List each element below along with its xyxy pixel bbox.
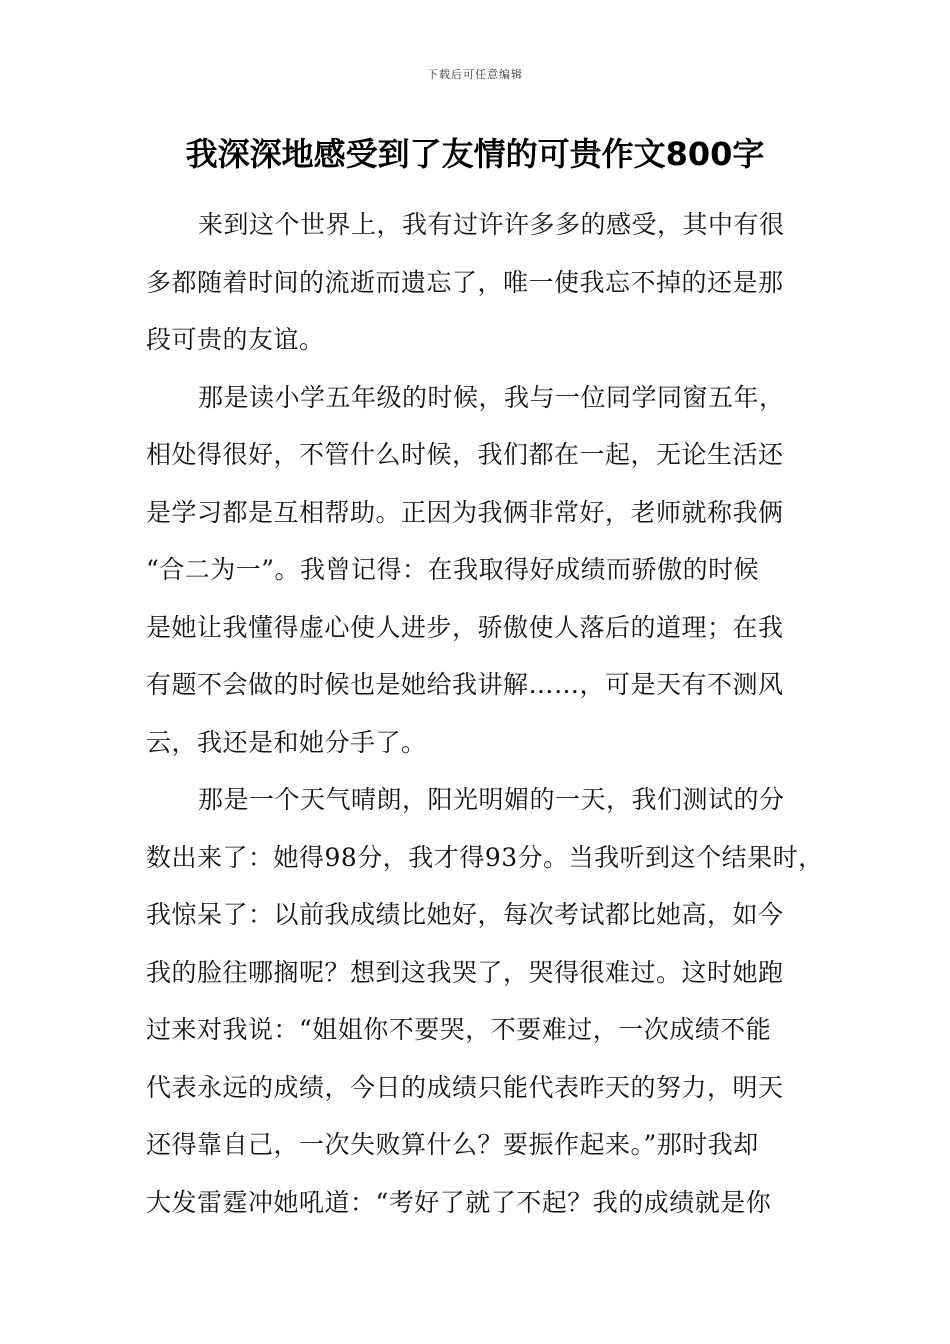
text-line: 云，我还是和她分手了。 — [146, 727, 427, 757]
text-line: 是学习都是互相帮助。正因为我俩非常好，老师就称我俩 — [146, 497, 784, 527]
text-line: 我的脸往哪搁呢？想到这我哭了，哭得很难过。这时她跑 — [146, 957, 784, 987]
text-line: 那是读小学五年级的时候，我与一位同学同窗五年， — [198, 382, 785, 412]
paragraph-2 — [146, 369, 810, 772]
header-note: 下载后可任意编辑 — [427, 68, 523, 81]
text-line: 那是一个天气晴朗，阳光明媚的一天，我们测试的分 — [198, 785, 785, 814]
text-line: 过来对我说：“姐姐你不要哭，不要难过，一次成绩不能 — [146, 1015, 772, 1044]
paragraph-1 — [146, 196, 810, 369]
text-line: “合二为一”。我曾记得：在我取得好成绩而骄傲的时候 — [146, 555, 760, 584]
text-line: 代表永远的成绩，今日的成绩只能代表昨天的努力，明天 — [146, 1072, 784, 1102]
document-title: 我深深地感受到了友情的可贵作文800字 — [185, 135, 765, 173]
document-body — [146, 196, 824, 1231]
text-line: 数出来了：她得98分，我才得93分。当我听到这个结果时， — [146, 842, 824, 872]
text-line: 是她让我懂得虚心使人进步，骄傲使人落后的道理；在我 — [146, 612, 784, 642]
text-line: 多都随着时间的流逝而遗忘了，唯一使我忘不掉的还是那 — [146, 267, 784, 297]
text-line: 还得靠自己，一次失败算什么？要振作起来。”那时我却 — [146, 1130, 759, 1159]
text-line: 相处得很好，不管什么时候，我们都在一起，无论生活还 — [146, 440, 784, 469]
text-line: 段可贵的友谊。 — [146, 325, 325, 354]
text-line: 大发雷霆冲她吼道：“考好了就了不起？我的成绩就是你 — [146, 1187, 772, 1217]
text-line: 来到这个世界上，我有过许许多多的感受，其中有很 — [198, 210, 785, 239]
paragraph-3 — [146, 771, 824, 1231]
text-line: 我惊呆了：以前我成绩比她好，每次考试都比她高，如今 — [146, 900, 784, 929]
text-line: 有题不会做的时候也是她给我讲解……，可是天有不测风 — [146, 670, 784, 699]
